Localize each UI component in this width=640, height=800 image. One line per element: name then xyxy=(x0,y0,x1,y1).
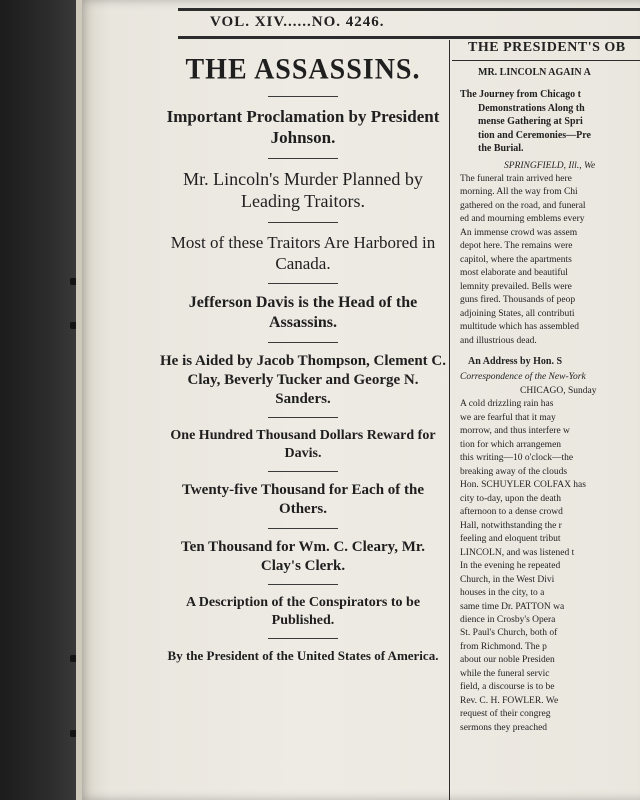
separator xyxy=(268,638,338,639)
page-edge xyxy=(76,0,82,800)
side-line: A cold drizzling rain has xyxy=(460,399,554,410)
top-rule xyxy=(178,8,640,11)
deck-jefferson-davis: Jefferson Davis is the Head of the Assassins. xyxy=(188,294,418,331)
separator xyxy=(268,283,338,284)
side-column xyxy=(452,40,640,735)
side-line: The funeral train arrived here xyxy=(460,173,572,184)
side-line: we are fearful that it may xyxy=(460,412,556,423)
side-line: capitol, where the apartments xyxy=(460,254,572,265)
side-line: while the funeral servic xyxy=(460,668,550,679)
side-section2-dateline: CHICAGO, Sunday xyxy=(520,385,597,396)
side-section2-body xyxy=(460,371,640,735)
separator xyxy=(268,417,338,418)
side-line: guns fired. Thousands of peop xyxy=(460,295,576,306)
side-headline: THE PRESIDENT'S OB xyxy=(468,40,626,55)
deck-reward-others: Twenty-five Thousand for Each of the Others. xyxy=(181,482,425,517)
column-rule xyxy=(449,40,450,800)
side-deck-line: tion and Ceremonies—Pre xyxy=(478,129,591,141)
side-line: request of their congreg xyxy=(460,709,551,720)
separator xyxy=(268,528,338,529)
separator xyxy=(268,471,338,472)
side-line: same time Dr. PATTON wa xyxy=(460,601,565,612)
side-section2-head: An Address by Hon. S xyxy=(468,356,563,368)
side-dateline: SPRINGFIELD, Ill., We xyxy=(504,160,596,171)
side-line: about our noble Presiden xyxy=(460,655,555,666)
deck-aided-by: He is Aided by Jacob Thompson, Clement C. Clay, Beverly Tucker and George N. Sanders. xyxy=(160,353,447,407)
side-line: Hon. SCHUYLER COLFAX has xyxy=(460,480,586,491)
side-deck-line: mense Gathering at Spri xyxy=(478,116,583,127)
main-column xyxy=(160,48,446,665)
side-rule xyxy=(452,60,640,61)
side-subhead: MR. LINCOLN AGAIN A xyxy=(478,67,591,78)
side-line: lemnity prevailed. Bells were xyxy=(460,281,572,292)
side-line: city to-day, upon the death xyxy=(460,493,561,504)
side-line: Hall, notwithstanding the r xyxy=(460,520,562,531)
side-line: from Richmond. The p xyxy=(460,641,547,652)
side-line: most elaborate and beautiful xyxy=(460,268,568,279)
side-line: this writing—10 o'clock—the xyxy=(460,453,574,464)
side-line: LINCOLN, and was listened t xyxy=(460,547,575,558)
side-line: tion for which arrangemen xyxy=(460,439,562,450)
side-line: Rev. C. H. FOWLER. We xyxy=(460,695,559,706)
side-line: feeling and eloquent tribut xyxy=(460,534,561,545)
side-deck-line: The Journey from Chicago t xyxy=(460,89,581,100)
side-line: field, a discourse is to be xyxy=(460,682,555,693)
deck-proclamation: Important Proclamation by President Johnson. xyxy=(166,107,440,148)
side-line: morrow, and thus interfere w xyxy=(460,426,570,437)
side-line: sermons they preached xyxy=(460,722,548,733)
side-line: morning. All the way from Chi xyxy=(460,187,578,198)
side-line: afternoon to a dense crowd xyxy=(460,507,563,518)
headline: THE ASSASSINS. xyxy=(185,53,421,86)
side-line: dience in Crosby's Opera xyxy=(460,615,556,625)
side-deck xyxy=(460,88,640,156)
deck-harbored-canada: Most of these Traitors Are Harbored in Canada. xyxy=(170,232,436,273)
side-section2-sub: Correspondence of the New-York xyxy=(460,372,586,383)
side-line: breaking away of the clouds xyxy=(460,466,568,477)
side-line: Church, in the West Divi xyxy=(460,574,555,585)
side-line: multitude which has assembled xyxy=(460,322,579,333)
side-line: In the evening he repeated xyxy=(460,561,561,572)
separator xyxy=(268,96,338,97)
side-line: gathered on the road, and funeral xyxy=(460,200,586,211)
side-line: and illustrious dead. xyxy=(460,335,537,346)
side-line: An immense crowd was assem xyxy=(460,227,578,238)
masthead-volume: VOL. XIV......NO. 4246. xyxy=(210,14,385,30)
side-line: houses in the city, to a xyxy=(460,588,545,599)
side-body xyxy=(460,160,640,349)
side-line: St. Paul's Church, both of xyxy=(460,628,558,639)
deck-reward-cleary: Ten Thousand for Wm. C. Cleary, Mr. Clay's Clerk. xyxy=(181,538,425,574)
separator xyxy=(268,222,338,223)
side-line: adjoining States, all contributi xyxy=(460,308,575,319)
side-deck-line: Demonstrations Along th xyxy=(478,102,585,114)
separator xyxy=(268,158,338,159)
separator xyxy=(268,342,338,343)
deck-murder-planned: Mr. Lincoln's Murder Planned by Leading Traitors. xyxy=(183,168,423,211)
deck-by-president: By the President of the United States of America. xyxy=(167,648,439,664)
side-deck-line: the Burial. xyxy=(478,143,524,154)
side-line: depot here. The remains were xyxy=(460,241,573,252)
deck-description: A Description of the Conspirators to be Published. xyxy=(185,595,421,628)
separator xyxy=(268,584,338,585)
book-binding xyxy=(0,0,78,800)
masthead-rule xyxy=(178,36,640,39)
side-line: ed and mourning emblems every xyxy=(460,214,585,225)
deck-reward-davis: One Hundred Thousand Dollars Reward for Davis. xyxy=(170,428,436,461)
